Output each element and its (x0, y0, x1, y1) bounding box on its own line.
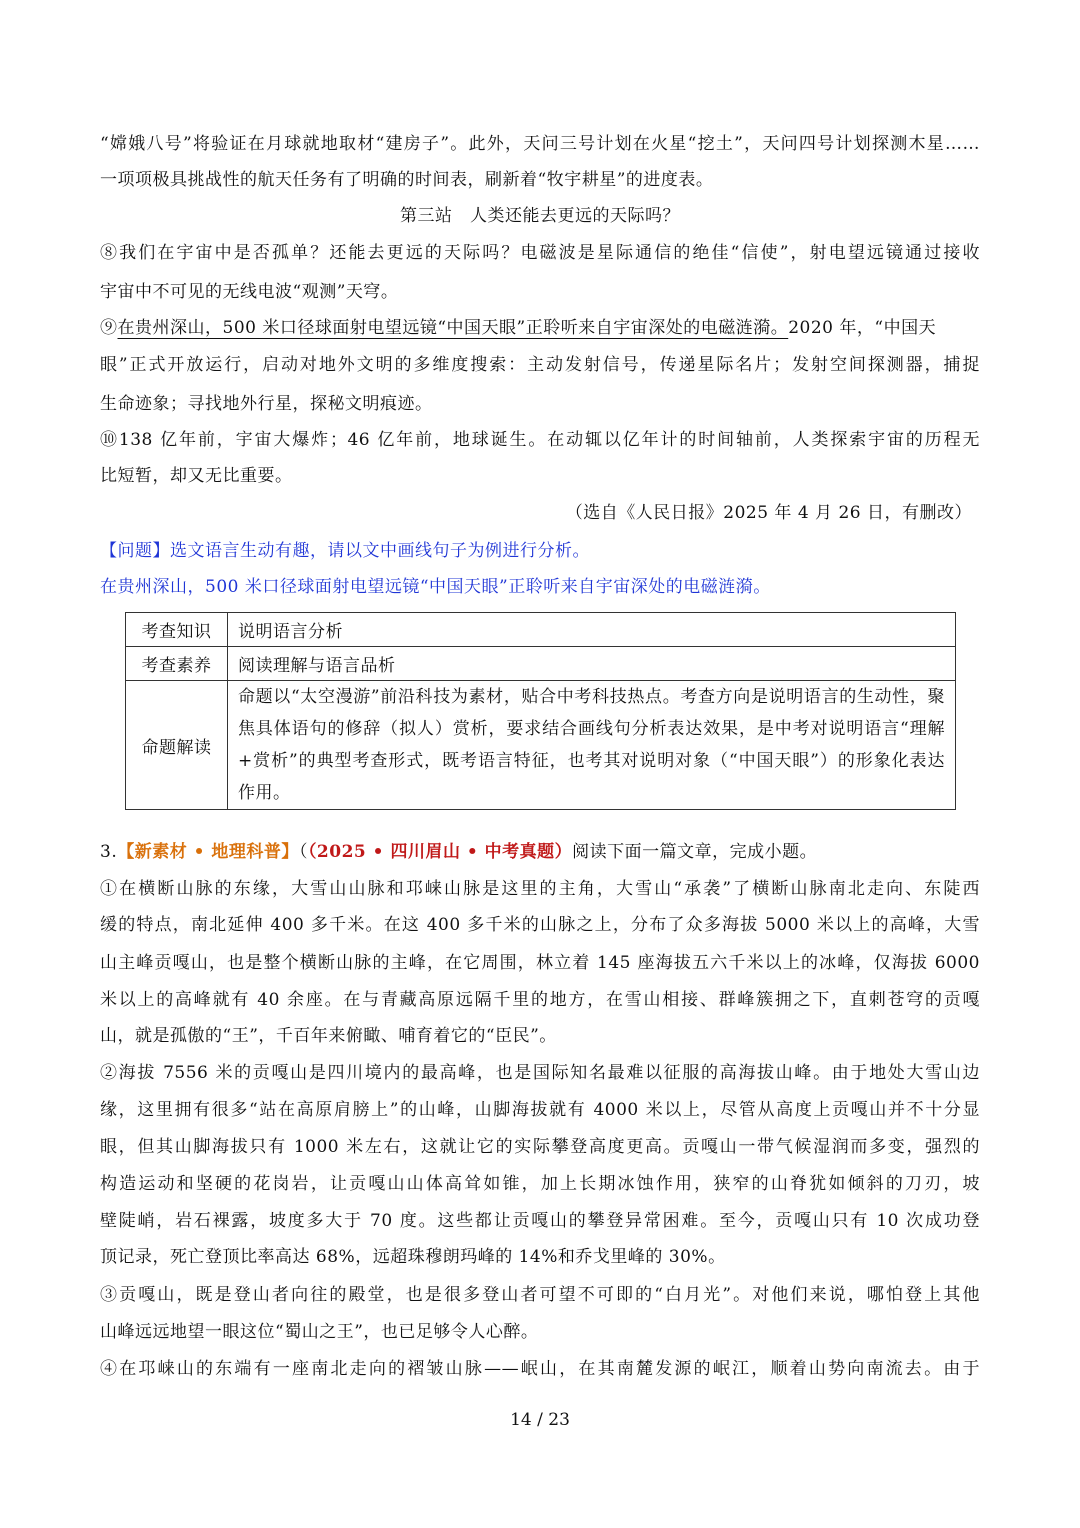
paragraph-line: 山峰远远地望一眼这位“蜀山之王”，也已足够令人心醉。 (100, 1322, 539, 1342)
source-citation: （选自《人民日报》2025 年 4 月 26 日，有删改） (565, 503, 972, 523)
paragraph-10-line: ⑩138 亿年前，宇宙大爆炸；46 亿年前，地球诞生。在动辄以亿年计的时间轴前，人类探索宇宙的历程无 (100, 430, 980, 450)
paragraph-text: 2020 年，“中国天 (788, 318, 937, 338)
paragraph-line: 壁陡峭，岩石裸露，坡度多大于 70 度。这些都让贡嘎山的攀登异常困难。至今，贡嘎山只有 10 次成功登 (100, 1211, 980, 1231)
paragraph-line: 一项项极具挑战性的航天任务有了明确的时间表，刷新着“牧宇耕星”的进度表。 (100, 170, 714, 190)
question-text: 选文语言生动有趣，请以文中画线句子为例进行分析。 (170, 541, 590, 561)
paragraph-line: ④在邛崃山的东端有一座南北走向的褶皱山脉——岷山，在其南麓发源的岷江，顺着山势向南流去。由于 (100, 1359, 980, 1379)
paragraph-line: ③贡嘎山，既是登山者向往的殿堂，也是很多登山者可望不可即的“白月光”。对他们来说，哪怕登上其他 (100, 1285, 980, 1305)
page-number: 14 / 23 (510, 1410, 570, 1430)
paragraph-line: 顶记录，死亡登顶比率高达 68%，远超珠穆朗玛峰的 14%和乔戈里峰的 30%。 (100, 1247, 726, 1267)
underlined-sentence: 在贵州深山，500 米口径球面射电望远镜“中国天眼”正聆听来自宇宙深处的电磁涟漪。 (117, 318, 789, 338)
paragraph-10-line: 比短暂，却又无比重要。 (100, 466, 293, 486)
quoted-sentence: 在贵州深山，500 米口径球面射电望远镜“中国天眼”正聆听来自宇宙深处的电磁涟漪。 (100, 577, 771, 597)
table-key-cell: 考查知识 (126, 613, 228, 647)
material-tag: 【新素材 • 地理科普】 (117, 842, 299, 862)
paragraph-line: 山，就是孤傲的“王”，千百年来俯瞰、哺育着它的“臣民”。 (100, 1026, 557, 1046)
question-line (100, 539, 980, 563)
table-row (126, 647, 956, 681)
paragraph-line: 米以上的高峰就有 40 余座。在与青藏高原远隔千里的地方，在雪山相接、群峰簇拥之下，直刺苍穹的贡嘎 (100, 990, 980, 1010)
table-row (126, 613, 956, 647)
paragraph-9-line: 生命迹象；寻找地外行星，探秘文明痕迹。 (100, 394, 433, 414)
paragraph-line: ①在横断山脉的东缘，大雪山山脉和邛崃山脉是这里的主角，大雪山“承袭”了横断山脉南北走向、东陡西 (100, 879, 980, 899)
table-value-cell: 命题以“太空漫游”前沿科技为素材，贴合中考科技热点。考查方向是说明语言的生动性，聚焦具体语句的修辞（拟人）赏析，要求结合画线句分析表达效果，是中考对说明语言“理解+赏析”的典型考查形式，既考语言特征，也考其对说明对象（“中国天眼”）的形象化表达作用。 (228, 681, 956, 810)
exam-analysis-table (125, 612, 956, 810)
paragraph-line: 山主峰贡嘎山，也是整个横断山脉的主峰，在它周围，林立着 145 座海拔五六千米以上的冰峰，仅海拔 6000 (100, 953, 980, 973)
paragraph-line: 缓的特点，南北延伸 400 多千米。在这 400 多千米的山脉之上，分布了众多海拔 5000 米以上的高峰，大雪 (100, 915, 980, 935)
paragraph-line: ②海拔 7556 米的贡嘎山是四川境内的最高峰，也是国际知名最难以征服的高海拔山峰。由于地处大雪山边 (100, 1063, 980, 1083)
question-number: 3. (100, 842, 118, 862)
paragraph-9-line (100, 316, 980, 340)
instruction-text: 阅读下面一篇文章，完成小题。 (572, 842, 818, 862)
paragraph-marker: ⑨ (100, 318, 118, 338)
paragraph-line: “嫦娥八号”将验证在月球就地取材“建房子”。此外，天问三号计划在火星“挖土”，天问四号计划探测木星…… (100, 134, 980, 154)
paragraph-8-line: 宇宙中不可见的无线电波“观测”天穹。 (100, 282, 399, 302)
question-label: 【问题】 (100, 541, 170, 561)
table-value-cell: 阅读理解与语言品析 (228, 647, 956, 681)
paragraph-line: 构造运动和坚硬的花岗岩，让贡嘎山山体高耸如锥，加上长期冰蚀作用，狭窄的山脊犹如倾斜的刀刃，坡 (100, 1174, 980, 1194)
question-3-heading (100, 840, 980, 864)
paragraph-9-line: 眼”正式开放运行，启动对地外文明的多维度搜索：主动发射信号，传递星际名片；发射空间探测器，捕捉 (100, 355, 980, 375)
table-row (126, 681, 956, 810)
section-title: 第三站 人类还能去更远的天际吗？ (400, 206, 680, 226)
table-key-cell: 考查素养 (126, 647, 228, 681)
table-key-cell: 命题解读 (126, 681, 228, 810)
paragraph-8-line: ⑧我们在宇宙中是否孤单？还能去更远的天际吗？电磁波是星际通信的绝佳“信使”，射电望远镜通过接收 (100, 243, 980, 263)
open-paren: （ (298, 842, 308, 862)
exam-source: （2025 • 四川眉山 • 中考真题） (307, 842, 573, 862)
paragraph-line: 眼，但其山脚海拔只有 1000 米左右，这就让它的实际攀登高度更高。贡嘎山一带气候湿润而多变，强烈的 (100, 1137, 980, 1157)
paragraph-line: 缘，这里拥有很多“站在高原肩膀上”的山峰，山脚海拔就有 4000 米以上，尽管从高度上贡嘎山并不十分显 (100, 1100, 980, 1120)
table-value-cell: 说明语言分析 (228, 613, 956, 647)
